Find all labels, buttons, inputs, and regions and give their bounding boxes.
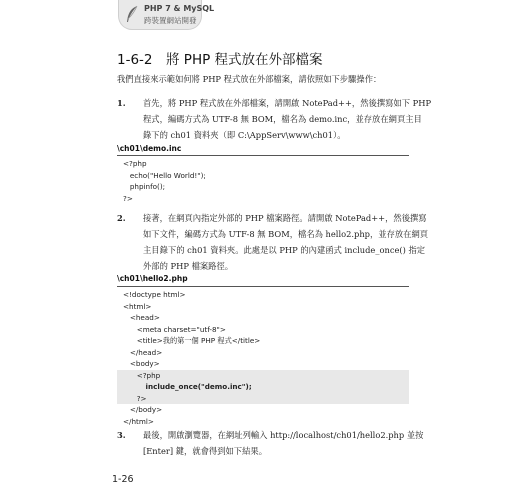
- step-line: 如下文件，編碼方式為 UTF-8 無 BOM，檔名為 hello2.php，並存放在網頁: [143, 229, 429, 239]
- book-header-logo: [118, 0, 215, 30]
- code-line: <meta charset="utf-8">: [123, 324, 226, 334]
- step-line: 首先，將 PHP 程式放在外部檔案，請開啟 NotePad++，然後撰寫如下 PHP: [143, 98, 432, 108]
- code-line: </head>: [123, 347, 163, 357]
- step-line: 錄下的 ch01 資料夾（即 C:\AppServ\www\ch01）。: [143, 130, 346, 140]
- code-line: <title>我的第一個 PHP 程式</title>: [123, 336, 261, 345]
- feather-pen-icon: [125, 5, 139, 23]
- page-number: 1-26: [112, 474, 134, 485]
- code-block-hello2-php: [117, 286, 409, 427]
- step-number: 3.: [117, 430, 126, 440]
- step-text: [143, 210, 429, 274]
- code-file-label: \ch01\hello2.php: [117, 274, 188, 283]
- step-line: 外部的 PHP 檔案路徑。: [143, 261, 234, 271]
- book-title-line1: PHP 7 & MySQL: [144, 4, 215, 13]
- code-line-highlighted: <?php: [117, 370, 409, 382]
- code-line: </html>: [123, 416, 154, 426]
- code-file-label: \ch01\demo.inc: [117, 144, 182, 153]
- step-line: 主目錄下的 ch01 資料夾。此處是以 PHP 的內建函式 include_once() 指定: [143, 245, 426, 255]
- section-heading: 1-6-2 將 PHP 程式放在外部檔案: [117, 52, 323, 68]
- code-line: <head>: [123, 313, 160, 322]
- step-line: 最後，開啟瀏覽器，在網址列輸入 http://localhost/ch01/hello2.php 並按: [143, 430, 424, 440]
- step-line: 接著，在網頁內指定外部的 PHP 檔案路徑。請開啟 NotePad++，然後撰寫: [143, 213, 427, 223]
- step-text: [143, 95, 432, 143]
- code-line: <html>: [123, 301, 152, 311]
- code-line: <?php: [123, 159, 147, 168]
- code-line: <!doctype html>: [123, 290, 186, 299]
- code-line-highlighted: include_once("demo.inc");: [117, 381, 409, 393]
- step-line: [Enter] 鍵，就會得到如下結果。: [143, 446, 267, 456]
- code-line: phpinfo();: [123, 182, 166, 191]
- step-text: [143, 427, 425, 459]
- step-line: 程式，編碼方式為 UTF-8 無 BOM，檔名為 demo.inc，並存放在網頁主目: [143, 114, 422, 124]
- code-line-highlighted: ?>: [117, 393, 409, 405]
- code-block-demo-inc: [117, 155, 409, 204]
- code-line: ?>: [123, 193, 133, 203]
- code-line: <body>: [123, 359, 160, 368]
- code-line: </body>: [123, 405, 163, 414]
- book-title-line2: 跨裝置網站開發: [144, 16, 197, 25]
- code-line: echo("Hello World!");: [123, 170, 206, 180]
- step-number: 1.: [117, 98, 126, 108]
- intro-paragraph: 我們直接來示範如何將 PHP 程式放在外部檔案，請依照如下步驟操作：: [117, 74, 382, 84]
- step-number: 2.: [117, 213, 126, 223]
